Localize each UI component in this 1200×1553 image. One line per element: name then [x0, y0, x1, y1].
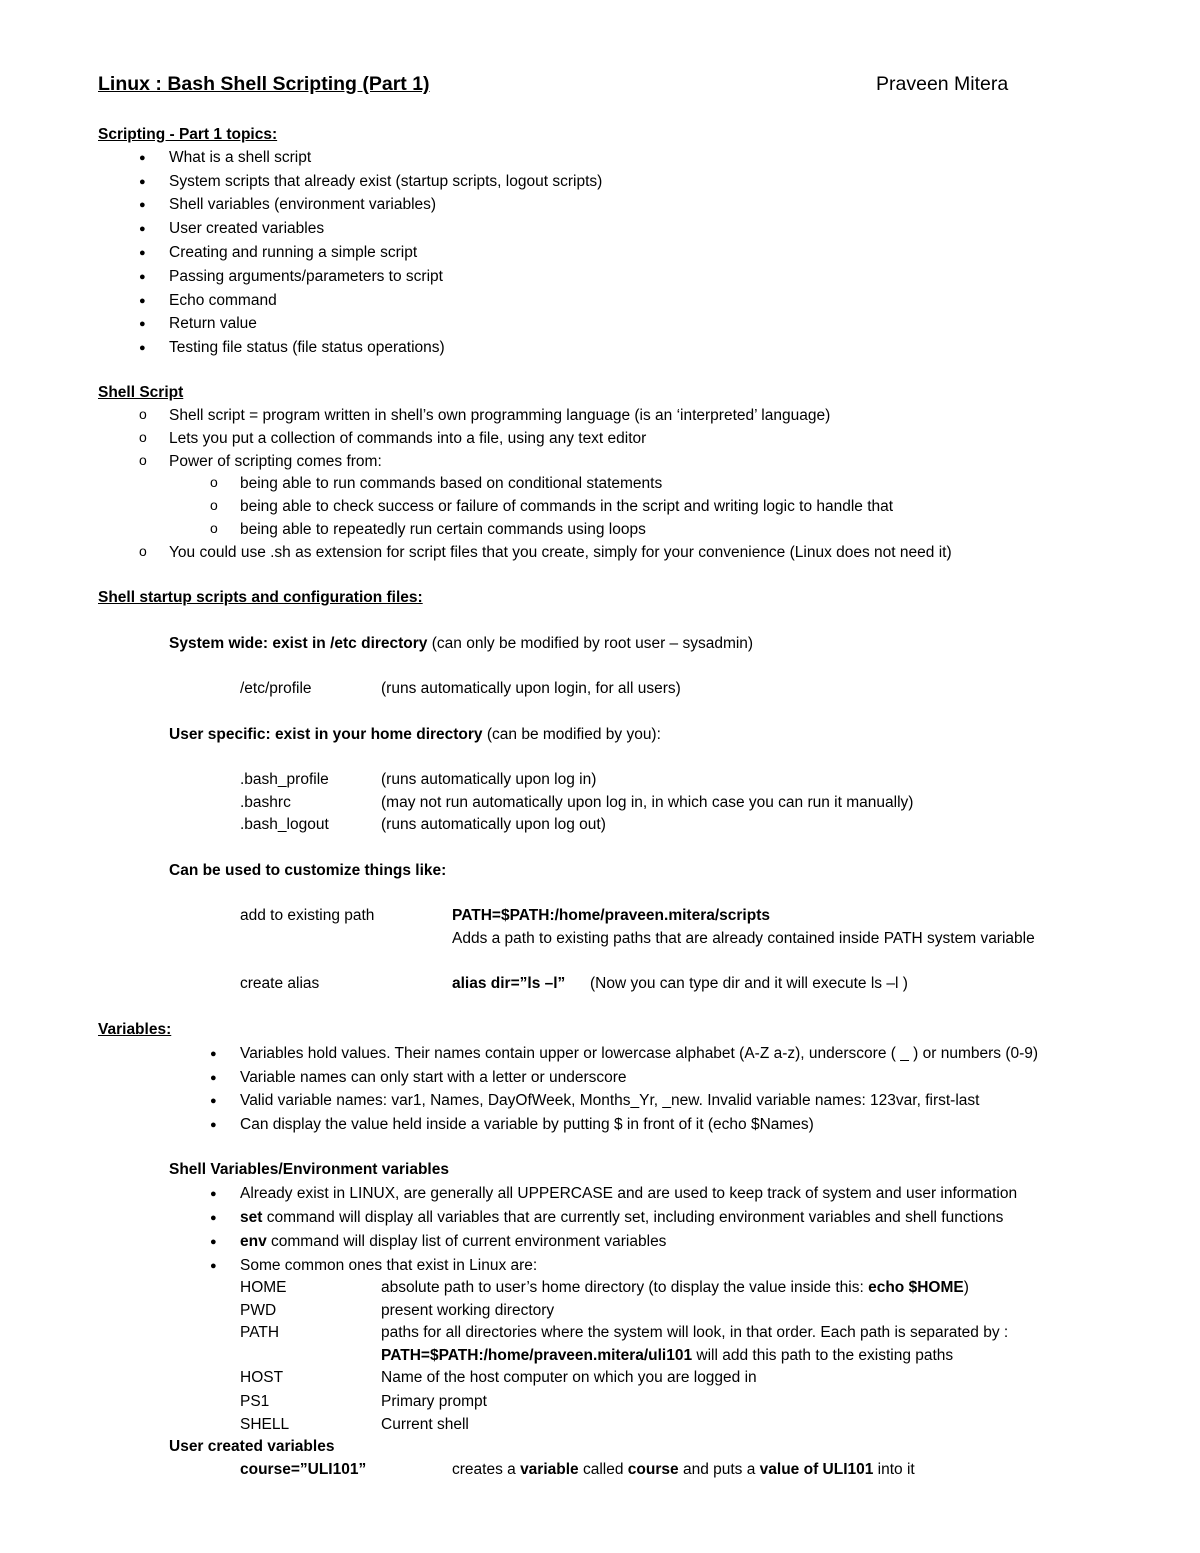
topic-item: ● Testing file status (file status operations): [169, 340, 445, 356]
path-command: PATH=$PATH:/home/praveen.mitera/scripts: [452, 907, 770, 924]
desc-part: called: [578, 1461, 628, 1478]
system-wide-line: [169, 636, 753, 652]
set-description: command will display all variables that are currently set, including environment variables and shell functions: [262, 1209, 1004, 1226]
startup-heading: Shell startup scripts and configuration files:: [98, 589, 423, 606]
var-name-path: PATH: [240, 1324, 280, 1341]
var-name-ps1: PS1: [240, 1393, 270, 1410]
home-desc-text: absolute path to user’s home directory (to display the value inside this:: [381, 1279, 869, 1296]
shell-script-item: o You could use .sh as extension for script files that you create, simply for your convenience (Linux does not need it): [169, 545, 952, 561]
etc-profile-name: /etc/profile: [240, 680, 312, 697]
topic-item: ● System scripts that already exist (startup scripts, logout scripts): [169, 174, 602, 190]
customize-heading: Can be used to customize things like:: [169, 862, 447, 879]
var-name-pwd: PWD: [240, 1302, 277, 1319]
set-command: set: [240, 1209, 263, 1226]
user-specific-line: [169, 727, 661, 743]
topics-heading: Scripting - Part 1 topics:: [98, 126, 278, 143]
var-name-home: HOME: [240, 1279, 287, 1296]
desc-part-bold: course: [627, 1461, 679, 1478]
alias-description: (Now you can type dir and it will execute ls –l ): [590, 975, 908, 992]
shell-script-subitem: o being able to run commands based on conditional statements: [240, 476, 662, 492]
path-description: Adds a path to existing paths that are already contained inside PATH system variable: [452, 930, 1035, 947]
shell-script-item: o Power of scripting comes from:: [169, 454, 382, 470]
desc-part: into it: [873, 1461, 915, 1478]
user-file-name: .bash_logout: [240, 816, 329, 833]
topic-item: ● Echo command: [169, 293, 277, 309]
topic-item: ● Return value: [169, 316, 257, 332]
env-vars-item: [240, 1234, 666, 1250]
user-file-name: .bashrc: [240, 794, 291, 811]
topic-item: ● Shell variables (environment variables): [169, 197, 436, 213]
etc-profile-desc: (runs automatically upon login, for all users): [381, 680, 681, 697]
system-wide-label: System wide: exist in /etc directory: [169, 635, 428, 652]
variables-item: ● Valid variable names: var1, Names, DayOfWeek, Months_Yr, _new. Invalid variable names: 123var, first-last: [240, 1093, 979, 1109]
variables-heading: Variables:: [98, 1021, 172, 1038]
shell-script-item: o Shell script = program written in shell’s own programming language (is an ‘interpreted’ language): [169, 408, 830, 424]
author-name: Praveen Mitera: [876, 73, 1009, 95]
user-specific-label: User specific: exist in your home directory: [169, 726, 483, 743]
user-file-desc: (may not run automatically upon log in, in which case you can run it manually): [381, 794, 914, 811]
path-label: add to existing path: [240, 907, 375, 924]
path-example-command: PATH=$PATH:/home/praveen.mitera/uli101: [381, 1347, 693, 1364]
var-desc-ps1: Primary prompt: [381, 1393, 487, 1410]
var-desc-shell: Current shell: [381, 1416, 469, 1433]
user-file-name: .bash_profile: [240, 771, 329, 788]
alias-label: create alias: [240, 975, 320, 992]
home-desc-end: ): [963, 1279, 969, 1296]
document-title: Linux : Bash Shell Scripting (Part 1): [98, 73, 430, 95]
user-vars-heading: User created variables: [169, 1438, 335, 1455]
alias-command: alias dir=”ls –l”: [452, 975, 566, 992]
shell-script-heading: Shell Script: [98, 384, 184, 401]
var-name-shell: SHELL: [240, 1416, 290, 1433]
home-echo-command: echo $HOME: [868, 1279, 964, 1296]
var-desc-host: Name of the host computer on which you are logged in: [381, 1369, 757, 1386]
path-example: [381, 1348, 953, 1364]
user-specific-note: (can be modified by you):: [482, 726, 661, 743]
env-vars-item: ● Already exist in LINUX, are generally all UPPERCASE and are used to keep track of system and user information: [240, 1186, 1017, 1202]
desc-part-bold: variable: [520, 1461, 579, 1478]
desc-part: creates a: [452, 1461, 521, 1478]
env-vars-item: ● Some common ones that exist in Linux are:: [240, 1258, 537, 1274]
env-vars-heading: Shell Variables/Environment variables: [169, 1161, 449, 1178]
env-description: command will display list of current environment variables: [266, 1233, 667, 1250]
topic-item: ● Passing arguments/parameters to script: [169, 269, 443, 285]
var-desc-path: paths for all directories where the system will look, in that order. Each path is separated by :: [381, 1324, 1009, 1341]
var-desc-pwd: present working directory: [381, 1302, 555, 1319]
env-vars-item: [240, 1210, 1003, 1226]
shell-script-subitem: o being able to repeatedly run certain commands using loops: [240, 522, 646, 538]
topic-item: ● User created variables: [169, 221, 324, 237]
env-command: env: [240, 1233, 267, 1250]
variables-item: ● Can display the value held inside a variable by putting $ in front of it (echo $Names): [240, 1117, 814, 1133]
shell-script-subitem: o being able to check success or failure of commands in the script and writing logic to handle that: [240, 499, 893, 515]
path-example-note: will add this path to the existing paths: [692, 1347, 954, 1364]
desc-part: and puts a: [678, 1461, 760, 1478]
desc-part-bold: value of ULI101: [759, 1461, 874, 1478]
user-file-desc: (runs automatically upon log out): [381, 816, 606, 833]
topic-item: ● Creating and running a simple script: [169, 245, 417, 261]
var-desc-home: [381, 1280, 969, 1296]
user-file-desc: (runs automatically upon log in): [381, 771, 597, 788]
variables-item: ● Variables hold values. Their names contain upper or lowercase alphabet (A-Z a-z), underscore ( _ ) or numbers (0-9): [240, 1046, 1038, 1062]
topic-item: ● What is a shell script: [169, 150, 311, 166]
variables-item: ● Variable names can only start with a letter or underscore: [240, 1070, 627, 1086]
var-name-host: HOST: [240, 1369, 284, 1386]
user-var-example: course=”ULI101”: [240, 1461, 367, 1478]
user-var-description: [452, 1462, 915, 1478]
shell-script-item: o Lets you put a collection of commands into a file, using any text editor: [169, 431, 646, 447]
system-wide-note: (can only be modified by root user – sysadmin): [427, 635, 754, 652]
